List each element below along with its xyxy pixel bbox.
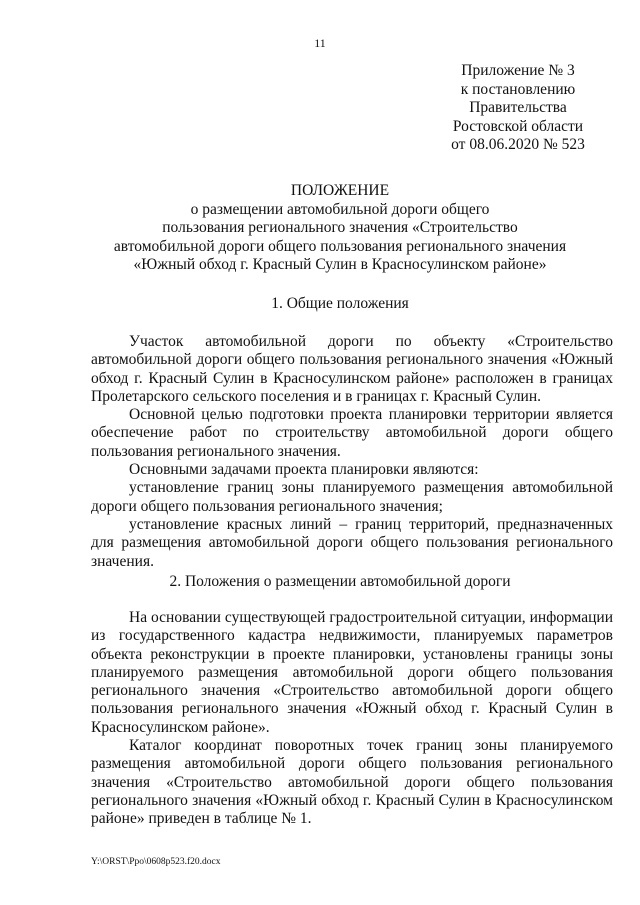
title-line: автомобильной дороги общего пользования регионального значения: [113, 237, 567, 255]
document-title: [60, 182, 620, 275]
paragraph: установление красных линий – границ территорий, предназначенных для размещения автомобильной дороги общего пользования регионального значения.: [91, 515, 613, 570]
title-line: пользования регионального значения «Строительство: [162, 219, 518, 236]
title-line: о размещении автомобильной дороги общего: [190, 200, 490, 218]
paragraph: установление границ зоны планируемого размещения автомобильной дороги общего пользования регионального значения;: [91, 479, 613, 515]
annex-line: Приложение № 3: [461, 62, 575, 79]
paragraph: Основной целью подготовки проекта планировки территории является обеспечение работ по строительству автомобильной дороги общего пользования регионального значения.: [91, 406, 613, 460]
paragraph: Каталог координат поворотных точек границ зоны планируемого размещения автомобильной дороги общего пользования регионального значения «Строительство автомобильной дороги общего пользования регионального значения «Южный обход г. Красный Сулин в Красносулинском районе» приведен в таблице № 1.: [91, 737, 613, 828]
annex-block: [430, 62, 606, 155]
paragraph: На основании существующей градостроительной ситуации, информации из государственного кадастра недвижимости, планируемых параметров объекта реконструкции в проекте планировки, установлены границы зоны планируемого размещения автомобильной дороги общего пользования регионального значения «Строительство автомобильной дороги общего пользования регионального значения «Южный обход г. Красный Сулин в Красносулинском районе».: [91, 609, 613, 736]
annex-line: от 08.06.2020 № 523: [451, 136, 585, 153]
page-number: 11: [314, 36, 326, 50]
file-path-footer: Y:\ORST\Ppo\0608p523.f20.docx: [91, 857, 221, 867]
section-1-body: [91, 333, 613, 571]
section-2-body: [91, 609, 613, 829]
annex-line: к постановлению: [460, 80, 576, 98]
paragraph: Основными задачами проекта планировки являются:: [129, 461, 479, 479]
paragraph: Участок автомобильной дороги по объекту «Строительство автомобильной дороги общего пользования регионального значения «Южный обход г. Красный Сулин в Красносулинском районе» расположен в границах Пролетарского сельского поселения и в границах г. Красный Сулин.: [91, 333, 613, 405]
title-heading: ПОЛОЖЕНИЕ: [290, 182, 390, 199]
section-1-heading: 1. Общие положения: [271, 295, 409, 312]
annex-line: Правительства: [469, 99, 567, 116]
section-2-heading: 2. Положения о размещении автомобильной дороги: [169, 573, 511, 590]
title-line: «Южный обход г. Красный Сулин в Красносулинском районе»: [133, 256, 547, 273]
annex-line: Ростовской области: [452, 117, 584, 135]
